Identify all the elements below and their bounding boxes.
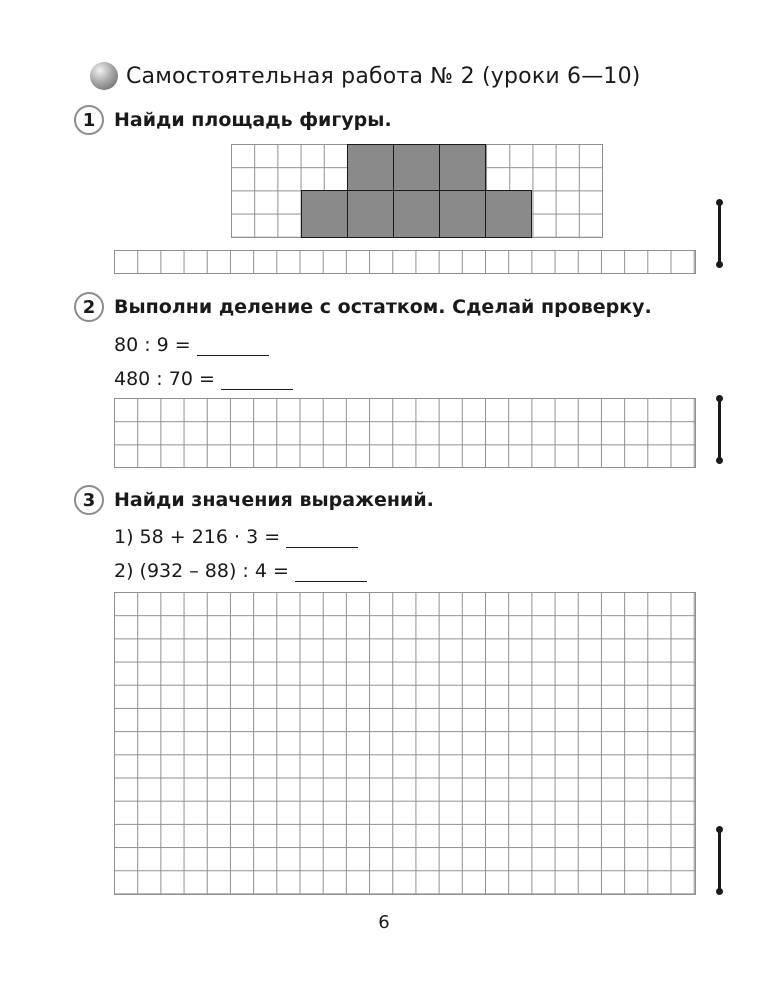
score-marker: [718, 202, 721, 265]
expression-row: [114, 554, 367, 582]
figure-square: [439, 190, 486, 238]
figure-square: [393, 144, 440, 191]
answer-grid-task-1[interactable]: [114, 250, 696, 274]
task-3-heading: [74, 484, 434, 516]
expression-text: 2) (932 – 88) : 4 =: [114, 560, 289, 582]
expression-text: 80 : 9 =: [114, 334, 191, 356]
answer-grid-task-3[interactable]: [114, 592, 696, 895]
figure-square: [393, 190, 440, 238]
bullet-ball-icon: [90, 62, 118, 90]
answer-blank[interactable]: [221, 369, 293, 390]
answer-blank[interactable]: [197, 335, 269, 356]
answer-blank[interactable]: [295, 561, 367, 582]
worksheet-title: Самостоятельная работа № 2 (уроки 6—10): [126, 63, 641, 89]
expression-row: [114, 328, 269, 356]
task-title: Найди площадь фигуры.: [114, 109, 392, 131]
score-marker: [718, 829, 721, 892]
task-number-badge: 3: [74, 485, 104, 515]
figure-square: [347, 144, 394, 191]
figure-square: [301, 190, 348, 238]
answer-grid-task-2[interactable]: [114, 398, 696, 468]
page-number: 6: [378, 912, 390, 933]
task-number-badge: 1: [74, 105, 104, 135]
task-title: Найди значения выражений.: [114, 489, 434, 511]
answer-blank[interactable]: [286, 527, 358, 548]
task-number-badge: 2: [74, 292, 104, 322]
expression-row: [114, 362, 293, 390]
figure-square: [439, 144, 486, 191]
expression-text: 480 : 70 =: [114, 368, 215, 390]
expression-text: 1) 58 + 216 · 3 =: [114, 526, 281, 548]
task-title: Выполни деление с остатком. Сделай проверку.: [114, 296, 652, 318]
worksheet-header: [90, 58, 641, 94]
expression-row: [114, 520, 358, 548]
figure-square: [485, 190, 532, 238]
task-1-heading: [74, 104, 392, 136]
task-2-heading: [74, 291, 652, 323]
score-marker: [718, 398, 721, 461]
figure-grid: [231, 144, 603, 238]
figure-square: [347, 190, 394, 238]
